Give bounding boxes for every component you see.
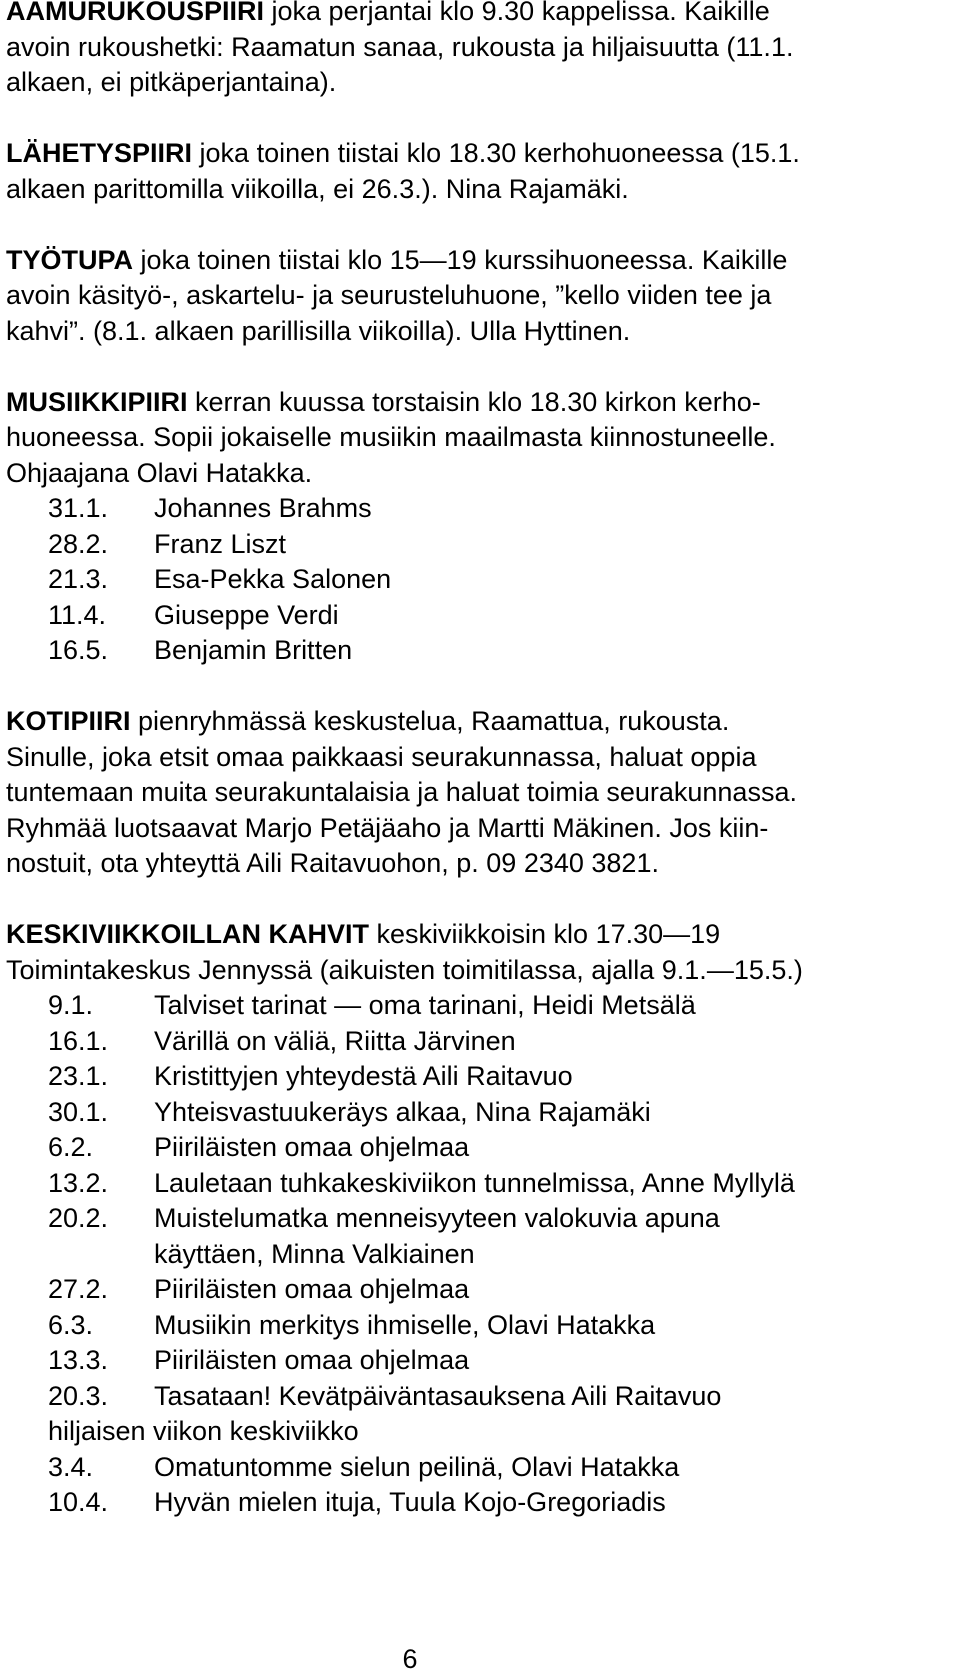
section-tyotupa <box>6 243 936 350</box>
schedule-row <box>6 1308 936 1344</box>
section-keskiviikkoillan-kahvit <box>6 917 936 1521</box>
section-text: joka toinen tiistai klo 18.30 kerhohuoneessa (15.1. <box>192 138 800 168</box>
schedule-topic: Piiriläisten omaa ohjelmaa <box>154 1132 470 1162</box>
schedule-date: 13.2. <box>48 1167 109 1198</box>
section-line <box>6 243 936 279</box>
schedule-date: 10.4. <box>48 1487 109 1517</box>
section-text: kerran kuussa torstaisin klo 18.30 kirkon kerho- <box>187 386 761 417</box>
section-text: huoneessa. Sopii jokaiselle musiikin maailmasta kiinnostuneelle. <box>6 422 776 452</box>
section-text: nostuit, ota yhteyttä Aili Raitavuohon, p. 09 2340 3821. <box>6 848 659 878</box>
schedule-row <box>6 633 936 669</box>
spacer <box>6 207 936 243</box>
schedule-row <box>6 1485 936 1521</box>
schedule-date: 20.2. <box>48 1203 109 1233</box>
section-line <box>6 385 936 421</box>
schedule-row <box>6 1095 936 1131</box>
section-text: keskiviikkoisin klo 17.30—19 <box>369 919 721 949</box>
section-lahetyspiiri <box>6 136 936 207</box>
schedule-topic: Värillä on väliä, Riitta Järvinen <box>154 1025 516 1056</box>
section-text: alkaen, ei pitkäperjantaina). <box>6 67 337 97</box>
schedule-date: 6.2. <box>48 1132 94 1162</box>
schedule-continuation: käyttäen, Minna Valkiainen <box>154 1238 475 1269</box>
schedule-row <box>6 562 936 598</box>
schedule-date: 13.3. <box>48 1345 109 1375</box>
schedule-topic: Piiriläisten omaa ohjelmaa <box>154 1345 470 1375</box>
schedule-date: 21.3. <box>48 564 109 594</box>
section-text: avoin käsityö-, askartelu- ja seurusteluhuone, ”kello viiden tee ja <box>6 280 772 310</box>
schedule-topic: Talviset tarinat — oma tarinani, Heidi Metsälä <box>154 990 696 1020</box>
schedule-list <box>6 491 936 669</box>
section-text: kahvi”. (8.1. alkaen parillisilla viikoilla). Ulla Hyttinen. <box>6 315 631 346</box>
schedule-date: 23.1. <box>48 1061 109 1091</box>
schedule-topic: Benjamin Britten <box>154 635 353 665</box>
section-title: KOTIPIIRI <box>6 706 131 736</box>
schedule-row <box>6 1201 936 1237</box>
schedule-date: 31.1. <box>48 493 109 523</box>
schedule-topic: Omatuntomme sielun peilinä, Olavi Hatakka <box>154 1451 680 1482</box>
schedule-row <box>6 1450 936 1486</box>
section-kotipiiri <box>6 704 936 882</box>
schedule-topic: Johannes Brahms <box>154 493 372 523</box>
schedule-date: 3.4. <box>48 1451 94 1482</box>
schedule-row <box>6 598 936 634</box>
section-title: AAMURUKOUSPIIRI <box>6 0 265 26</box>
schedule-topic: Muistelumatka menneisyyteen valokuvia apuna <box>154 1203 720 1233</box>
schedule-date: 16.5. <box>48 635 109 665</box>
spacer <box>6 101 936 137</box>
schedule-topic: Esa-Pekka Salonen <box>154 564 392 594</box>
section-title: MUSIIKKIPIIRI <box>6 386 188 417</box>
section-text: Ohjaajana Olavi Hatakka. <box>6 457 313 488</box>
schedule-date: 16.1. <box>48 1025 109 1056</box>
section-line <box>6 0 936 30</box>
section-title: KESKIVIIKKOILLAN KAHVIT <box>6 919 370 949</box>
schedule-topic: Piiriläisten omaa ohjelmaa <box>154 1274 470 1304</box>
schedule-list <box>6 988 936 1521</box>
spacer <box>6 882 936 918</box>
schedule-topic: Giuseppe Verdi <box>154 599 339 630</box>
section-line <box>6 136 936 172</box>
schedule-topic: Lauletaan tuhkakeskiviikon tunnelmissa, Anne Myllylä <box>154 1167 795 1198</box>
section-line <box>6 917 936 953</box>
schedule-date: 11.4. <box>48 599 107 630</box>
section-text: alkaen parittomilla viikoilla, ei 26.3.). Nina Rajamäki. <box>6 173 629 204</box>
document-page <box>6 0 936 1521</box>
schedule-topic: Hyvän mielen ituja, Tuula Kojo-Gregoriadis <box>154 1487 666 1517</box>
schedule-row <box>6 1272 936 1308</box>
schedule-topic: Yhteisvastuukeräys alkaa, Nina Rajamäki <box>154 1096 651 1127</box>
section-text: Ryhmää luotsaavat Marjo Petäjäaho ja Martti Mäkinen. Jos kiin- <box>6 812 769 843</box>
spacer <box>6 669 936 705</box>
schedule-date: 9.1. <box>48 990 94 1020</box>
schedule-date: 20.3. <box>48 1380 109 1411</box>
section-text: joka perjantai klo 9.30 kappelissa. Kaikille <box>264 0 770 26</box>
schedule-row <box>6 1024 936 1060</box>
spacer <box>6 349 936 385</box>
page-number: 6 <box>402 1644 418 1674</box>
section-title: LÄHETYSPIIRI <box>6 138 193 168</box>
schedule-row <box>6 491 936 527</box>
schedule-row <box>6 1059 936 1095</box>
section-text: joka toinen tiistai klo 15—19 kurssihuoneessa. Kaikille <box>133 244 788 275</box>
schedule-row <box>6 1166 936 1202</box>
schedule-topic: Franz Liszt <box>154 528 287 559</box>
schedule-continuation: hiljaisen viikon keskiviikko <box>48 1416 359 1446</box>
schedule-date: 6.3. <box>48 1309 94 1340</box>
schedule-row <box>6 1379 936 1415</box>
schedule-date: 30.1. <box>48 1096 109 1127</box>
section-text: pienryhmässä keskustelua, Raamattua, rukousta. <box>130 706 730 736</box>
schedule-topic: Kristittyjen yhteydestä Aili Raitavuo <box>154 1061 573 1091</box>
section-title: TYÖTUPA <box>6 244 133 275</box>
section-text: Toimintakeskus Jennyssä (aikuisten toimitilassa, ajalla 9.1.—15.5.) <box>6 954 803 985</box>
section-text: Sinulle, joka etsit omaa paikkaasi seurakunnassa, haluat oppia <box>6 741 757 772</box>
section-text: avoin rukoushetki: Raamatun sanaa, rukousta ja hiljaisuutta (11.1. <box>6 31 794 62</box>
schedule-row <box>6 1343 936 1379</box>
schedule-date: 27.2. <box>48 1274 109 1304</box>
section-text: tuntemaan muita seurakuntalaisia ja haluat toimia seurakunnassa. <box>6 777 797 807</box>
section-line <box>6 704 936 740</box>
schedule-row <box>6 988 936 1024</box>
section-aamurukouspiiri <box>6 0 936 101</box>
section-musiikkipiiri <box>6 385 936 669</box>
schedule-topic: Musiikin merkitys ihmiselle, Olavi Hatakka <box>154 1309 656 1340</box>
schedule-date: 28.2. <box>48 528 109 559</box>
schedule-row <box>6 1130 936 1166</box>
schedule-topic: Tasataan! Kevätpäiväntasauksena Aili Raitavuo <box>154 1380 722 1411</box>
schedule-row <box>6 527 936 563</box>
